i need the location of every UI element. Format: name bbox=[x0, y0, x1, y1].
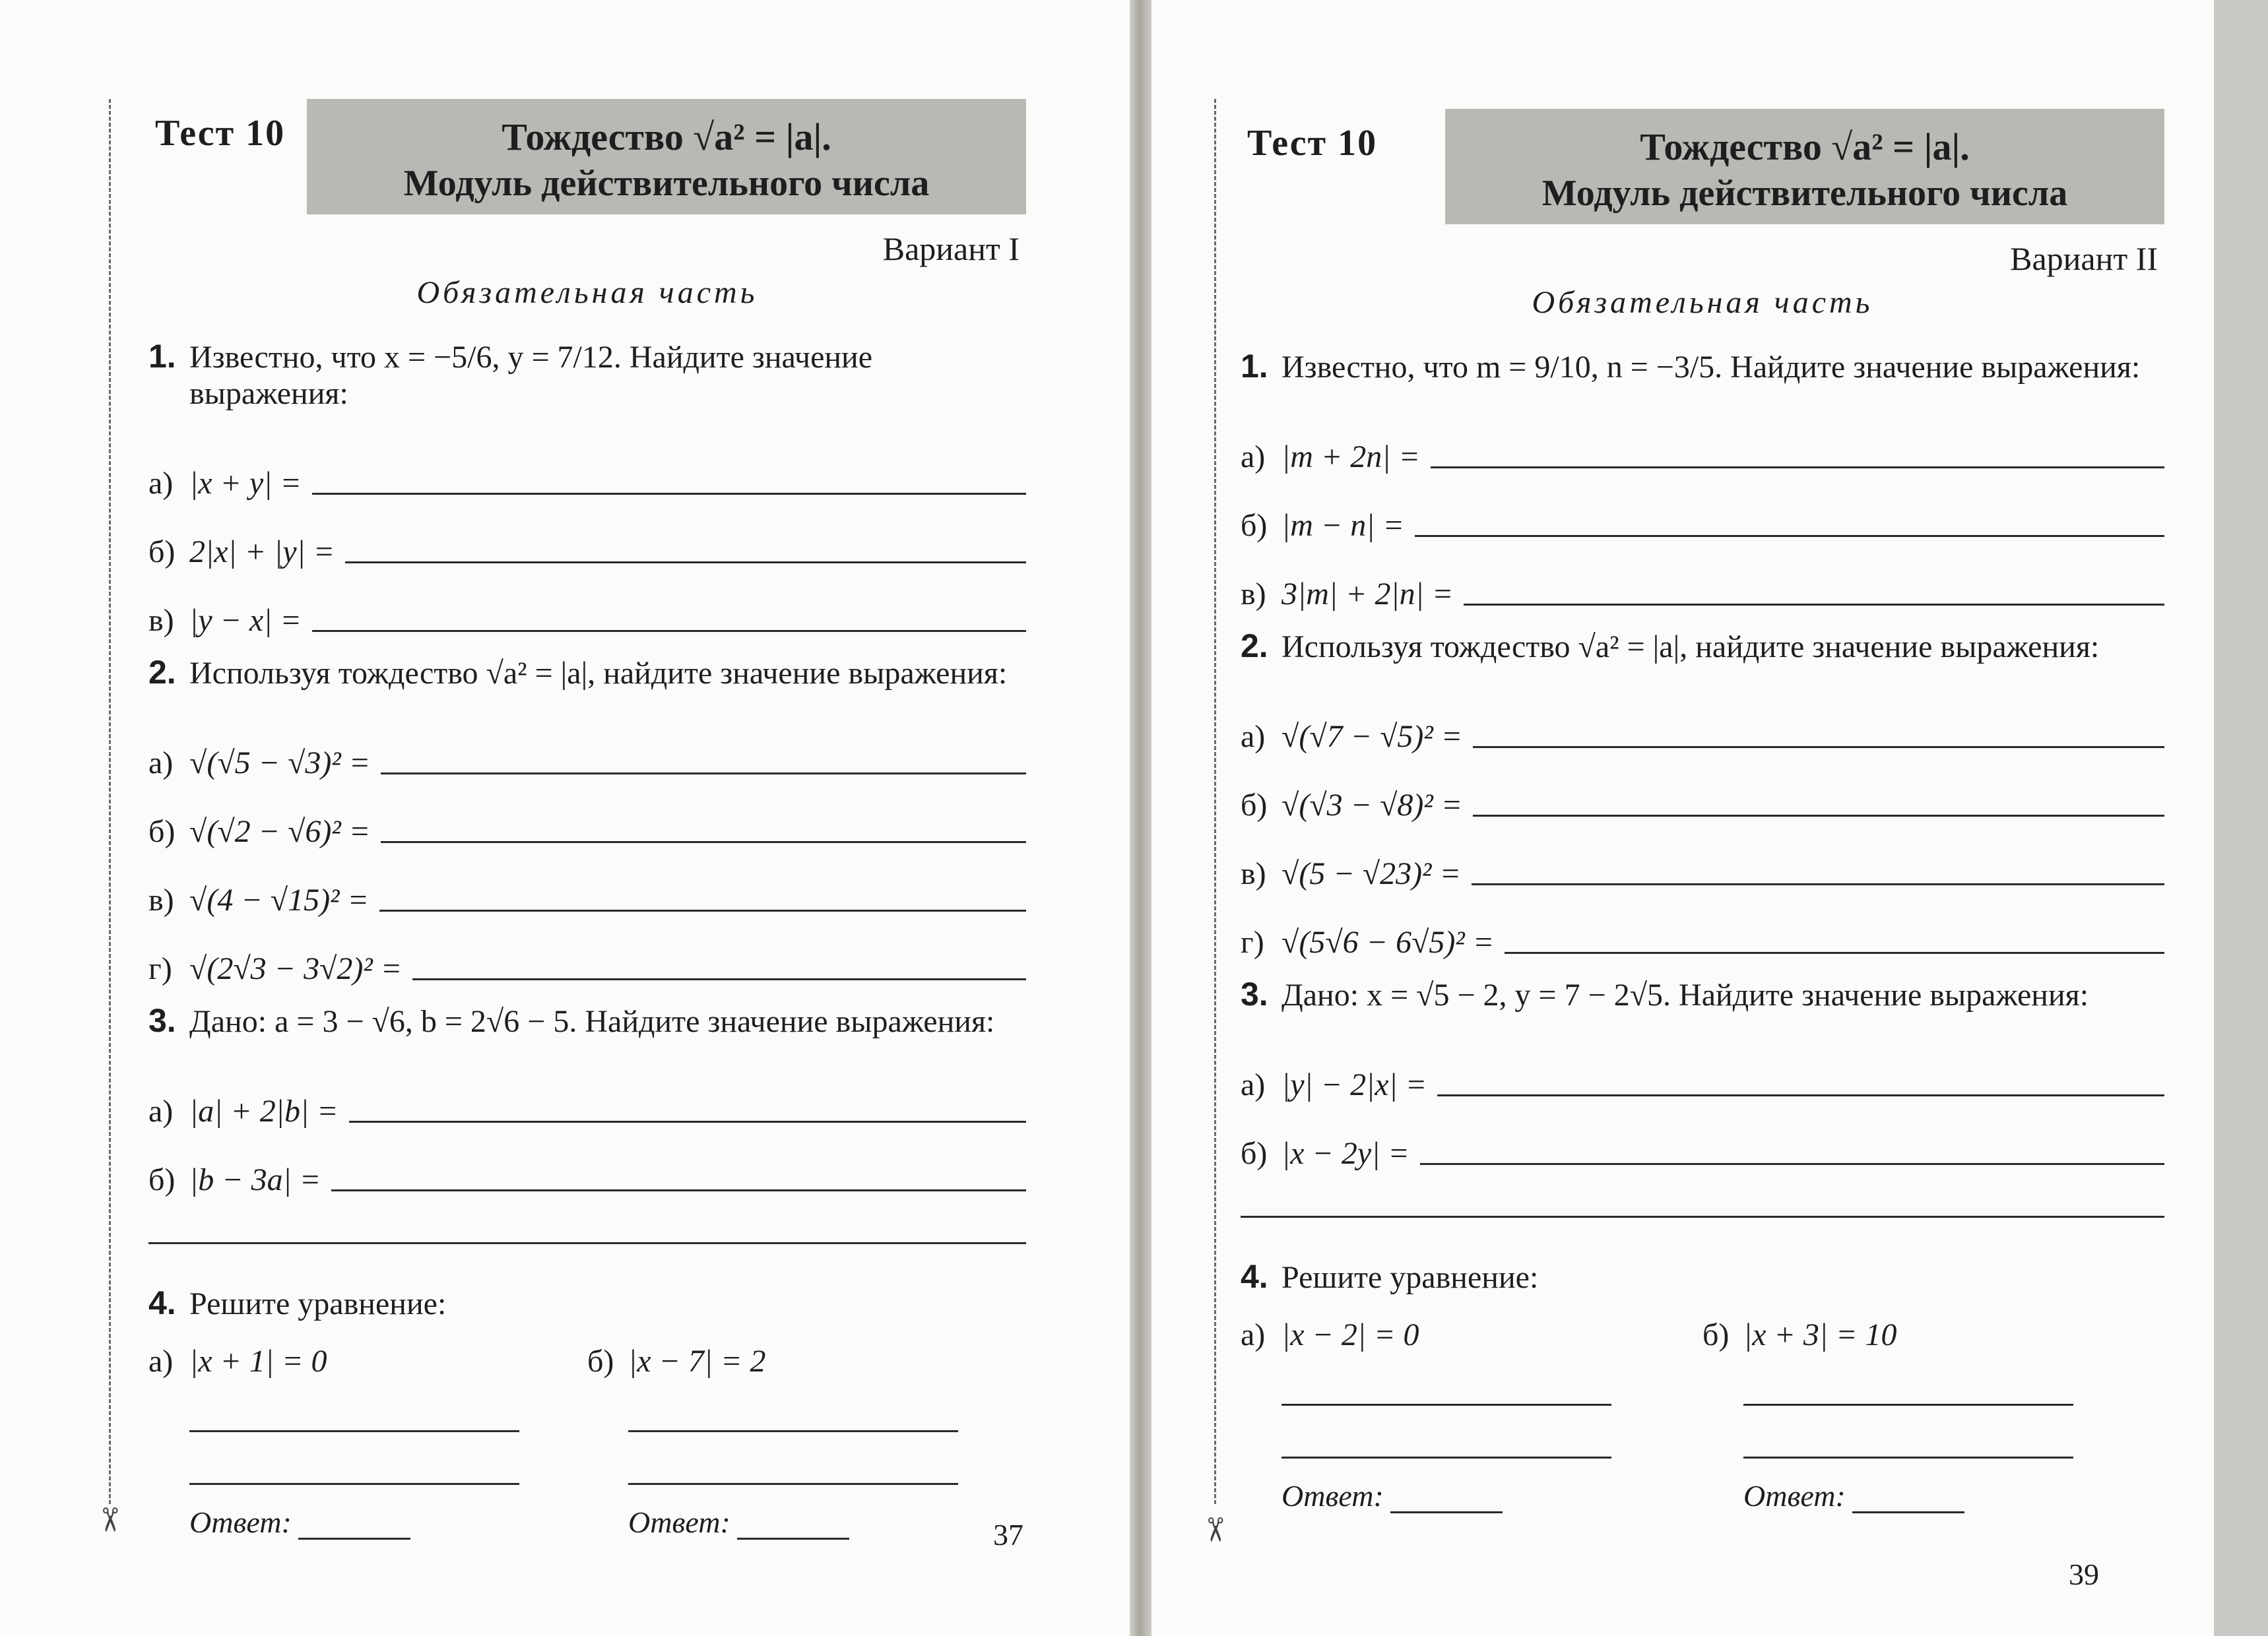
task-number: 3. bbox=[148, 1002, 176, 1039]
answer-blank[interactable] bbox=[381, 841, 1026, 843]
title-box bbox=[1445, 109, 2164, 224]
answer-blank[interactable] bbox=[1390, 1487, 1503, 1513]
task-number: 2. bbox=[148, 654, 176, 691]
answer-blank[interactable] bbox=[312, 630, 1026, 632]
equations-row bbox=[148, 1343, 1026, 1540]
variant-label: Вариант II bbox=[2010, 240, 2158, 277]
book-edge bbox=[2214, 0, 2268, 1636]
item-letter: в) bbox=[1241, 577, 1266, 612]
answer-blank[interactable] bbox=[331, 1189, 1026, 1191]
section-title: Обязательная часть bbox=[416, 275, 758, 310]
test-header bbox=[1241, 109, 2164, 234]
task-4 bbox=[1241, 1257, 2164, 1296]
task-item bbox=[1241, 1103, 2164, 1172]
test-header bbox=[148, 99, 1026, 224]
task-2 bbox=[148, 653, 1026, 691]
test-label: Тест 10 bbox=[1247, 123, 1378, 164]
item-letter: а) bbox=[148, 745, 174, 780]
task-text: Дано: a = 3 − √6, b = 2√6 − 5. Найдите значение выражения: bbox=[189, 1004, 995, 1039]
task-number: 3. bbox=[1241, 976, 1268, 1013]
item-expression: 2|x| + |y| = bbox=[189, 534, 335, 569]
title-line2: Модуль действительного числа bbox=[403, 163, 930, 204]
item-expression: |y − x| = bbox=[189, 603, 302, 638]
task-item bbox=[148, 781, 1026, 850]
extra-work-line[interactable] bbox=[148, 1198, 1026, 1244]
item-letter: в) bbox=[148, 603, 174, 638]
task-text: Дано: x = √5 − 2, y = 7 − 2√5. Найдите значение выражения: bbox=[1281, 978, 2089, 1013]
item-expression: |x + y| = bbox=[189, 466, 302, 501]
item-expression: |x − 7| = 2 bbox=[628, 1344, 766, 1379]
work-line[interactable] bbox=[628, 1379, 958, 1432]
title-line1: Тождество √a² = |a|. bbox=[502, 115, 831, 158]
answer-blank[interactable] bbox=[1420, 1163, 2164, 1165]
item-letter: а) bbox=[148, 1094, 174, 1129]
item-letter: а) bbox=[1241, 719, 1266, 754]
item-expression: |x + 1| = 0 bbox=[189, 1344, 327, 1379]
task-text: Решите уравнение: bbox=[1281, 1260, 1539, 1295]
item-expression: √(4 − √15)² = bbox=[189, 883, 369, 918]
item-expression: |m − n| = bbox=[1281, 508, 1404, 543]
answer-blank[interactable] bbox=[345, 561, 1026, 563]
task-3 bbox=[148, 1001, 1026, 1040]
answer-blank[interactable] bbox=[1437, 1094, 2164, 1096]
variant-label: Вариант I bbox=[882, 230, 1020, 267]
task-item bbox=[1241, 406, 2164, 475]
task-number: 2. bbox=[1241, 627, 1268, 664]
item-letter: г) bbox=[148, 951, 172, 986]
task-3 bbox=[1241, 975, 2164, 1013]
section-title: Обязательная часть bbox=[1532, 285, 1873, 320]
equation-line bbox=[587, 1343, 1026, 1379]
item-expression: |x + 3| = 10 bbox=[1743, 1317, 1897, 1352]
work-line[interactable] bbox=[1743, 1353, 2073, 1406]
item-letter: а) bbox=[1241, 1317, 1266, 1352]
work-line[interactable] bbox=[628, 1432, 958, 1485]
item-expression: √(√2 − √6)² = bbox=[189, 814, 371, 849]
cut-line bbox=[1214, 99, 1216, 1504]
item-letter: б) bbox=[148, 1162, 176, 1197]
page-left bbox=[0, 0, 1130, 1636]
test-label: Тест 10 bbox=[155, 113, 286, 154]
item-letter: в) bbox=[148, 883, 174, 918]
work-line[interactable] bbox=[189, 1379, 519, 1432]
task-number: 1. bbox=[148, 338, 176, 375]
scissors-icon: ✂ bbox=[1195, 1516, 1234, 1544]
task-2 bbox=[1241, 627, 2164, 665]
task-item bbox=[1241, 686, 2164, 755]
answer-blank[interactable] bbox=[737, 1513, 849, 1540]
work-line[interactable] bbox=[1281, 1406, 1611, 1459]
answer-label: Ответ: bbox=[1743, 1479, 1846, 1513]
page-number: 39 bbox=[2069, 1557, 2099, 1591]
answer-row bbox=[1281, 1478, 1702, 1513]
item-expression: √(√5 − √3)² = bbox=[189, 745, 371, 780]
answer-row bbox=[1743, 1478, 2164, 1513]
answer-blank[interactable] bbox=[1415, 535, 2164, 537]
task-item bbox=[148, 1061, 1026, 1129]
task-4 bbox=[148, 1284, 1026, 1322]
task-text: Используя тождество √a² = |a|, найдите значение выражения: bbox=[1281, 629, 2100, 664]
item-expression: |y| − 2|x| = bbox=[1281, 1067, 1427, 1102]
task-1 bbox=[148, 337, 1026, 412]
task-1 bbox=[1241, 347, 2164, 385]
task-item bbox=[1241, 892, 2164, 960]
task-text: Решите уравнение: bbox=[189, 1286, 447, 1321]
equation-b bbox=[1702, 1317, 2164, 1513]
equation-line bbox=[148, 1343, 587, 1379]
answer-blank[interactable] bbox=[1473, 815, 2164, 817]
task-number: 4. bbox=[1241, 1258, 1268, 1295]
item-expression: |m + 2n| = bbox=[1281, 439, 1420, 474]
equation-line bbox=[1702, 1317, 2164, 1353]
answer-label: Ответ: bbox=[1281, 1479, 1384, 1513]
item-expression: √(5√6 − 6√5)² = bbox=[1281, 925, 1495, 960]
item-letter: б) bbox=[1241, 508, 1268, 543]
answer-blank[interactable] bbox=[1472, 883, 2164, 885]
item-expression: |x − 2y| = bbox=[1281, 1136, 1409, 1171]
work-line[interactable] bbox=[189, 1432, 519, 1485]
item-letter: а) bbox=[148, 466, 174, 501]
work-line[interactable] bbox=[1281, 1353, 1611, 1406]
task-item bbox=[1241, 1034, 2164, 1103]
item-expression: √(√3 − √8)² = bbox=[1281, 788, 1463, 823]
item-letter: а) bbox=[1241, 439, 1266, 474]
item-letter: б) bbox=[1241, 788, 1268, 823]
task-item bbox=[148, 1129, 1026, 1198]
task-item bbox=[148, 918, 1026, 987]
work-line[interactable] bbox=[1743, 1406, 2073, 1459]
title-line2: Модуль действительного числа bbox=[1541, 173, 2068, 214]
page-right bbox=[1151, 0, 2214, 1636]
task-text: Известно, что x = −5/6, y = 7/12. Найдите значение выражения: bbox=[189, 340, 873, 411]
item-expression: |x − 2| = 0 bbox=[1281, 1317, 1419, 1352]
book-gutter bbox=[1130, 0, 1151, 1636]
answer-blank[interactable] bbox=[1473, 746, 2164, 748]
item-letter: б) bbox=[587, 1344, 614, 1379]
scissors-icon: ✂ bbox=[90, 1506, 129, 1534]
answer-row bbox=[628, 1505, 1026, 1540]
answer-label: Ответ: bbox=[628, 1505, 730, 1539]
task-item bbox=[1241, 755, 2164, 823]
cut-line bbox=[109, 99, 111, 1504]
task-item bbox=[148, 433, 1026, 501]
task-text: Известно, что m = 9/10, n = −3/5. Найдите значение выражения: bbox=[1281, 350, 2141, 385]
item-expression: |b − 3a| = bbox=[189, 1162, 321, 1197]
extra-work-line[interactable] bbox=[1241, 1172, 2164, 1218]
item-expression: √(2√3 − 3√2)² = bbox=[189, 951, 403, 986]
answer-blank[interactable] bbox=[1431, 466, 2164, 468]
task-item bbox=[148, 501, 1026, 570]
equation-b bbox=[587, 1343, 1026, 1540]
item-letter: в) bbox=[1241, 856, 1266, 891]
task-item bbox=[1241, 544, 2164, 612]
answer-blank[interactable] bbox=[1852, 1487, 1964, 1513]
answer-blank[interactable] bbox=[298, 1513, 410, 1540]
item-expression: 3|m| + 2|n| = bbox=[1281, 577, 1454, 612]
page-content bbox=[1241, 109, 2164, 1513]
task-item bbox=[148, 850, 1026, 918]
item-letter: а) bbox=[1241, 1067, 1266, 1102]
answer-blank[interactable] bbox=[312, 493, 1026, 495]
answer-blank[interactable] bbox=[379, 910, 1026, 912]
task-item bbox=[1241, 475, 2164, 544]
item-expression: √(√7 − √5)² = bbox=[1281, 719, 1463, 754]
answer-blank[interactable] bbox=[412, 978, 1026, 980]
answer-blank[interactable] bbox=[349, 1121, 1026, 1123]
equation-a bbox=[148, 1343, 587, 1540]
task-item bbox=[148, 712, 1026, 781]
item-letter: г) bbox=[1241, 925, 1264, 960]
answer-blank[interactable] bbox=[1505, 952, 2164, 954]
title-box bbox=[307, 99, 1026, 214]
item-expression: |a| + 2|b| = bbox=[189, 1094, 339, 1129]
item-letter: б) bbox=[1241, 1136, 1268, 1171]
equation-line bbox=[1241, 1317, 1702, 1353]
task-text: Используя тождество √a² = |a|, найдите значение выражения: bbox=[189, 656, 1008, 691]
item-letter: а) bbox=[148, 1344, 174, 1379]
task-item bbox=[148, 570, 1026, 639]
answer-label: Ответ: bbox=[189, 1505, 292, 1539]
title-line1: Тождество √a² = |a|. bbox=[1640, 125, 1970, 168]
task-item bbox=[1241, 823, 2164, 892]
page-content bbox=[148, 99, 1026, 1540]
answer-blank[interactable] bbox=[1464, 604, 2164, 606]
item-expression: √(5 − √23)² = bbox=[1281, 856, 1461, 891]
equation-a bbox=[1241, 1317, 1702, 1513]
page-number: 37 bbox=[993, 1518, 1023, 1552]
item-letter: б) bbox=[1702, 1317, 1730, 1352]
answer-blank[interactable] bbox=[381, 772, 1026, 774]
item-letter: б) bbox=[148, 534, 176, 569]
equations-row bbox=[1241, 1317, 2164, 1513]
item-letter: б) bbox=[148, 814, 176, 849]
answer-row bbox=[189, 1505, 587, 1540]
task-number: 4. bbox=[148, 1284, 176, 1321]
task-number: 1. bbox=[1241, 348, 1268, 385]
